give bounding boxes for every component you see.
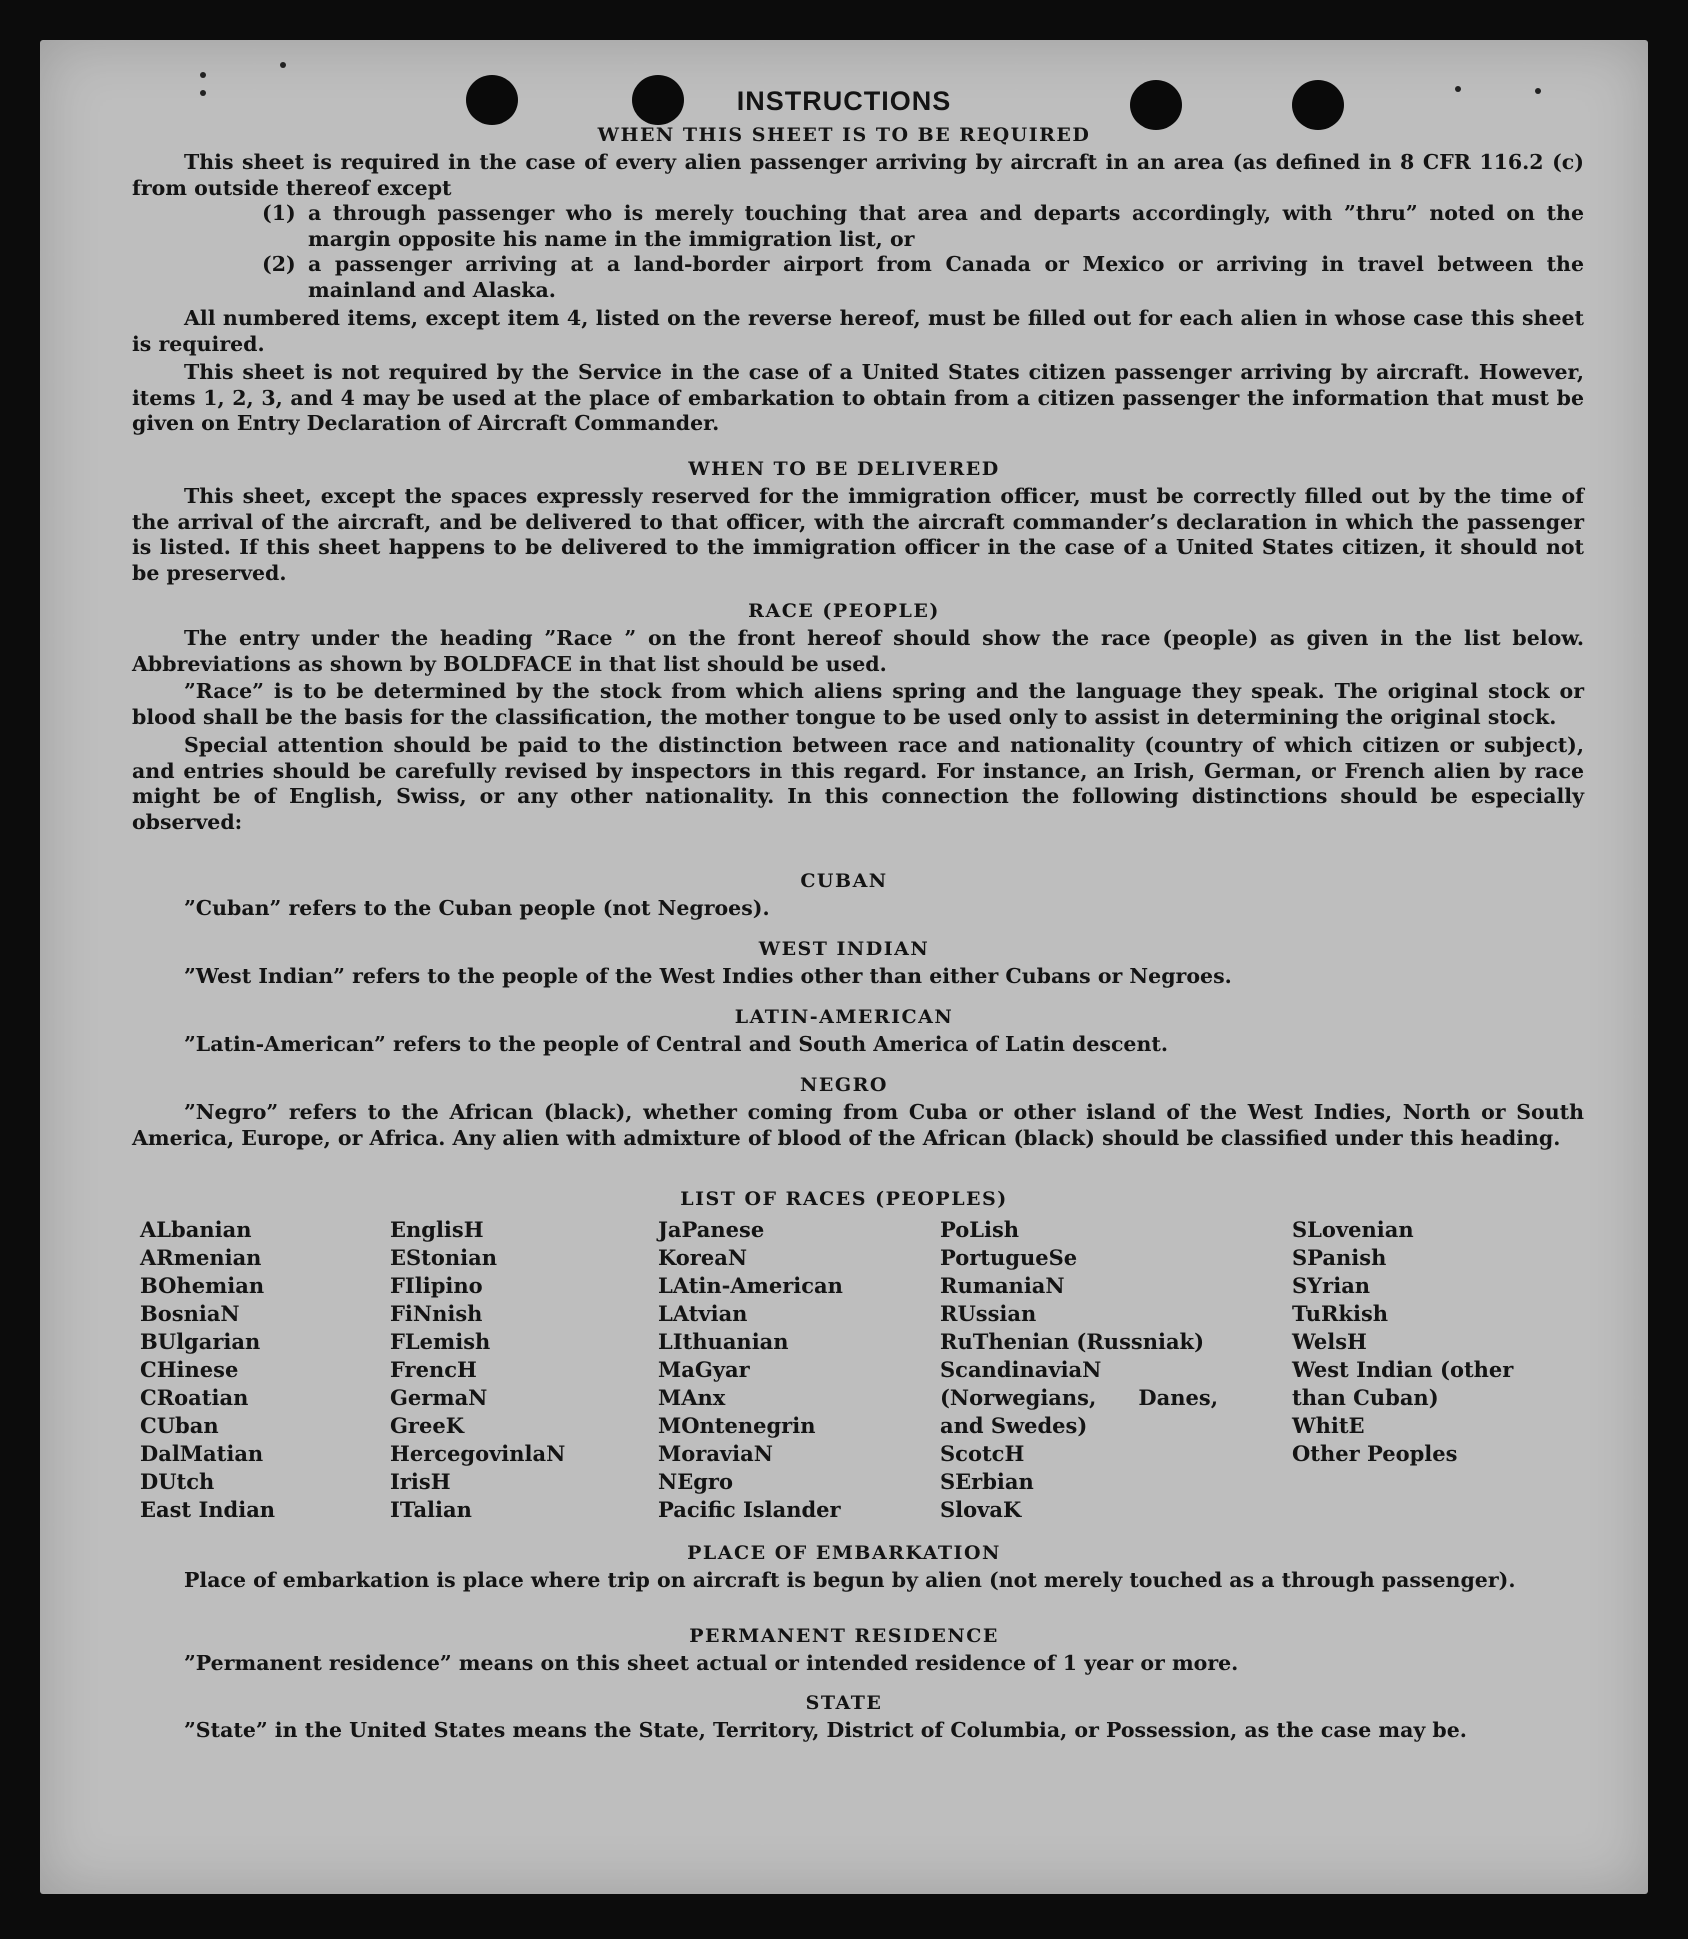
race-entry: ScotcH bbox=[940, 1441, 1025, 1466]
heading-race-list: LIST OF RACES (PEOPLES) bbox=[680, 1188, 1008, 1210]
race-entry: DalMatian bbox=[140, 1441, 264, 1466]
race-paragraph: Special attention should be paid to the distinction between race and nationality (country of which citizen or subject), and entries should be carefully revised by inspectors in this regard. For instance, an Irish, German, or French alien by race might be of English, Swiss, or any other nationality. In this connection the following distinctions should be especially observed: bbox=[132, 733, 1584, 834]
required-block bbox=[132, 150, 1584, 437]
race-entry: SPanish bbox=[1292, 1245, 1387, 1270]
race-entry: ITalian bbox=[390, 1497, 472, 1522]
race-entry: SLovenian bbox=[1292, 1217, 1414, 1242]
race-entry: TuRkish bbox=[1292, 1301, 1389, 1326]
race-entry: FiNnish bbox=[390, 1301, 483, 1326]
heading-negro: NEGRO bbox=[800, 1074, 888, 1096]
race-entry: RumaniaN bbox=[940, 1273, 1065, 1298]
race-entry: MaGyar bbox=[658, 1357, 750, 1382]
heading-west-indian: WEST INDIAN bbox=[758, 938, 930, 960]
race-paragraph: The entry under the heading ”Race ” on the front hereof should show the race (people) as given in the list below. Abbreviations as shown by BOLDFACE in that list should be used. bbox=[132, 626, 1584, 676]
required-paragraph: This sheet is not required by the Service in the case of a United States citizen passenger arriving by aircraft. However, items 1, 2, 3, and 4 may be used at the place of embarkation to obtain from a citizen passenger the information that must be given on Entry Declaration of Aircraft Commander. bbox=[132, 360, 1584, 435]
page-title: INSTRUCTIONS bbox=[736, 86, 952, 116]
race-column bbox=[658, 1216, 940, 1524]
item-number: (2) bbox=[262, 252, 296, 276]
race-entry: ARmenian bbox=[140, 1245, 262, 1270]
item-number: (1) bbox=[262, 201, 296, 225]
delivered-paragraph: This sheet, except the spaces expressly reserved for the immigration officer, must be correctly filled out by the time of the arrival of the aircraft, and be delivered to that officer, with the aircraft commander’s declaration in which the passenger is listed. If this sheet happens to be delivered to the immigration officer in the case of a United States citizen, it should not be preserved. bbox=[132, 484, 1584, 585]
race-entry: PortugueSe bbox=[940, 1245, 1078, 1270]
race-entry: NEgro bbox=[658, 1469, 733, 1494]
race-block bbox=[132, 626, 1584, 835]
required-intro: This sheet is required in the case of every alien passenger arriving by aircraft in an area (as defined in 8 CFR 116.2 (c) from outside thereof except bbox=[132, 150, 1584, 200]
race-entry: CHinese bbox=[140, 1357, 239, 1382]
speck bbox=[200, 72, 206, 78]
race-entry: East Indian bbox=[140, 1497, 276, 1522]
speck bbox=[280, 62, 286, 68]
race-entry: FIlipino bbox=[390, 1273, 483, 1298]
race-entry: Other Peoples bbox=[1292, 1441, 1458, 1466]
race-entry: DUtch bbox=[140, 1469, 215, 1494]
race-entry: KoreaN bbox=[658, 1245, 748, 1270]
race-entry: WhitE bbox=[1292, 1413, 1365, 1438]
race-column bbox=[1292, 1216, 1532, 1524]
document-sheet bbox=[40, 40, 1648, 1894]
cuban-text: ”Cuban” refers to the Cuban people (not Negroes). bbox=[184, 896, 770, 920]
race-entry: MoraviaN bbox=[658, 1441, 773, 1466]
race-entry: SlovaK bbox=[940, 1497, 1022, 1522]
race-entry: RuThenian (Russniak) bbox=[940, 1329, 1205, 1354]
race-entry: IrisH bbox=[390, 1469, 451, 1494]
race-entry: RUssian bbox=[940, 1301, 1037, 1326]
race-entry: WelsH bbox=[1292, 1329, 1367, 1354]
race-column bbox=[390, 1216, 658, 1524]
heading-residence: PERMANENT RESIDENCE bbox=[689, 1625, 999, 1647]
race-column bbox=[940, 1216, 1292, 1524]
state-text: ”State” in the United States means the State, Territory, District of Columbia, or Possession, as the case may be. bbox=[184, 1718, 1467, 1742]
latin-american-text: ”Latin-American” refers to the people of Central and South America of Latin descent. bbox=[184, 1032, 1168, 1056]
race-entry: GermaN bbox=[390, 1385, 488, 1410]
race-entry: GreeK bbox=[390, 1413, 464, 1438]
race-entry: FrencH bbox=[390, 1357, 477, 1382]
negro-text: ”Negro” refers to the African (black), whether coming from Cuba or other island of the West Indies, North or South America, Europe, or Africa. Any alien with admixture of blood of the African (black) should be classified under this heading. bbox=[132, 1100, 1584, 1150]
race-entry: MOntenegrin bbox=[658, 1413, 816, 1438]
race-entry: Pacific Islander bbox=[658, 1497, 841, 1522]
race-entry: MAnx bbox=[658, 1385, 726, 1410]
race-list bbox=[140, 1216, 1570, 1524]
race-entry: BOhemian bbox=[140, 1273, 265, 1298]
race-entry: BosniaN bbox=[140, 1301, 240, 1326]
required-paragraph: All numbered items, except item 4, listed on the reverse hereof, must be filled out for each alien in whose case this sheet is required. bbox=[132, 306, 1584, 356]
race-entry: CUban bbox=[140, 1413, 219, 1438]
item-text: a passenger arriving at a land-border airport from Canada or Mexico or arriving in travel between the mainland and Alaska. bbox=[308, 252, 1584, 302]
residence-text: ”Permanent residence” means on this sheet actual or intended residence of 1 year or more. bbox=[184, 1651, 1239, 1675]
west-indian-text: ”West Indian” refers to the people of the West Indies other than either Cubans or Negroes. bbox=[184, 964, 1232, 988]
heading-cuban: CUBAN bbox=[800, 870, 888, 892]
race-entry: FLemish bbox=[390, 1329, 491, 1354]
race-entry: BUlgarian bbox=[140, 1329, 261, 1354]
race-entry: EStonian bbox=[390, 1245, 497, 1270]
race-entry: ScandinaviaN (Norwegians, Danes, and Swedes) bbox=[940, 1357, 1218, 1438]
race-entry: JaPanese bbox=[658, 1217, 765, 1242]
race-entry: CRoatian bbox=[140, 1385, 249, 1410]
race-entry: LAtin-American bbox=[658, 1273, 843, 1298]
race-entry: SYrian bbox=[1292, 1273, 1371, 1298]
heading-race: RACE (PEOPLE) bbox=[748, 600, 940, 622]
race-column bbox=[140, 1216, 390, 1524]
heading-required: WHEN THIS SHEET IS TO BE REQUIRED bbox=[597, 124, 1091, 146]
heading-state: STATE bbox=[805, 1692, 883, 1714]
race-entry: LIthuanian bbox=[658, 1329, 789, 1354]
race-entry: HercegovinlaN bbox=[390, 1441, 566, 1466]
race-entry: ALbanian bbox=[140, 1217, 252, 1242]
race-entry: SErbian bbox=[940, 1469, 1034, 1494]
race-entry: PoLish bbox=[940, 1217, 1020, 1242]
race-entry: West Indian (other than Cuban) bbox=[1292, 1357, 1514, 1410]
heading-delivered: WHEN TO BE DELIVERED bbox=[688, 458, 1000, 480]
heading-latin-american: LATIN-AMERICAN bbox=[734, 1006, 954, 1028]
exception-item bbox=[262, 252, 1584, 303]
heading-embarkation: PLACE OF EMBARKATION bbox=[687, 1542, 1001, 1564]
exception-item bbox=[262, 201, 1584, 252]
race-entry: LAtvian bbox=[658, 1301, 748, 1326]
embarkation-text: Place of embarkation is place where trip on aircraft is begun by alien (not merely touched as a through passenger). bbox=[184, 1568, 1516, 1592]
race-entry: EnglisH bbox=[390, 1217, 484, 1242]
race-paragraph: ”Race” is to be determined by the stock from which aliens spring and the language they speak. The original stock or blood shall be the basis for the classification, the mother tongue to be used only to assist in determining the original stock. bbox=[132, 679, 1584, 729]
item-text: a through passenger who is merely touching that area and departs accordingly, with ”thru” noted on the margin opposite his name in the immigration list, or bbox=[308, 201, 1584, 251]
